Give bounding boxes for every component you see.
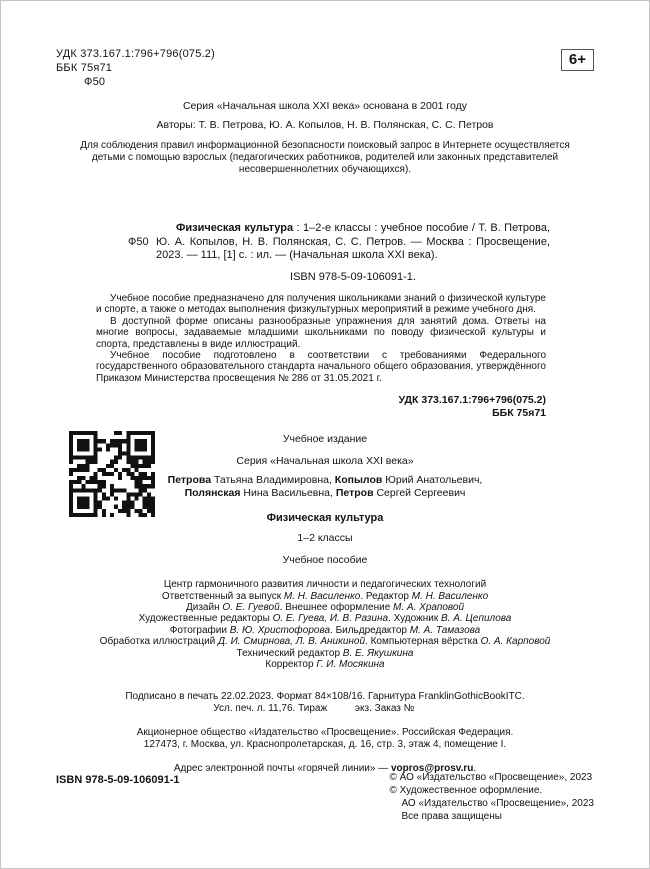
udk-code-right: УДК 373.167.1:796+796(075.2) [398, 394, 546, 407]
annotation-block [96, 293, 546, 384]
copyright-line: © Художественное оформление. [389, 785, 543, 796]
print-info-block [56, 691, 594, 715]
udk-code: УДК 373.167.1:796+796(075.2) [56, 48, 215, 60]
hotline-email-line: Адрес электронной почты «горячей линии» — vopros@prosv.ru. [173, 762, 477, 774]
print-info-line: Усл. печ. л. 11,76. Тираж экз. Заказ № [213, 702, 437, 714]
copyright-block [389, 771, 594, 823]
copyright-line: АО «Издательство «Просвещение», 2023 [401, 798, 594, 809]
publisher-address: 127473, г. Москва, ул. Краснопролетарская, д. 16, стр. 3, этаж 4, помещение I. [143, 738, 507, 750]
credit-line: Технический редактор В. Е. Якушкина [236, 647, 414, 659]
authors-line: Авторы: Т. В. Петрова, Ю. А. Копылов, Н. В. Полянская, С. С. Петров [156, 119, 494, 131]
credits-block [56, 579, 594, 670]
print-info-line: Подписано в печать 22.02.2023. Формат 84×108/16. Гарнитура FranklinGothicBookITC. [125, 690, 525, 702]
annotation-paragraph: Учебное пособие предназначено для получения школьниками знаний о физической культуре и спорте, а также о методах выполнения физкультурных мероприятий в режиме учебного дня. [96, 293, 546, 316]
credit-line: Центр гармоничного развития личности и педагогических технологий [163, 579, 487, 591]
credit-line: Обработка иллюстраций Д. И. Смирнова, Л. В. Аникиной. Компьютерная вёрстка О. А. Карповой [99, 636, 551, 648]
grade-line: 1–2 классы [297, 532, 353, 545]
copyright-line: Все права защищены [401, 811, 502, 822]
credit-line: Дизайн О. Е. Гуевой. Внешнее оформление М. А. Храповой [185, 602, 465, 614]
annotation-paragraph: Учебное пособие подготовлено в соответствии с требованиями Федерального государственного образовательного стандарта начального общего образования, утверждённого Приказом Министерства просвещения № 286 от 31.05.2021 г. [96, 350, 546, 384]
annotation-paragraph: В доступной форме описаны разнообразные упражнения для занятий дома. Ответы на многие вопросы, задаваемые младшими школьниками по поводу физической культуры и спорта, представлены в виде иллюстраций. [96, 315, 546, 350]
series-founded-line: Серия «Начальная школа XXI века» основана в 2001 году [182, 100, 468, 112]
edition-kind: Учебное издание [282, 433, 368, 446]
bbk-code: ББК 75я71 [56, 62, 113, 74]
edition-authors-line: Петрова Татьяна Владимировна, Копылов Юрий Анатольевич, [167, 474, 483, 487]
qr-code [69, 431, 155, 517]
edition-block [56, 433, 594, 773]
age-rating-badge: 6+ [561, 49, 594, 71]
bibliographic-card [128, 222, 550, 284]
bbk-code-right: ББК 75я71 [492, 407, 546, 420]
publisher-line: Акционерное общество «Издательство «Просвещение». Российская Федерация. [136, 726, 514, 738]
bib-isbn: ISBN 978-5-09-106091-1. [290, 270, 416, 283]
bib-description: Физическая культура : 1–2-е классы : учебное пособие / Т. В. Петрова, Ю. А. Копылов, Н. В. Полянская, С. С. Петров. — Москва : Просвещение, 2023. — 111, [1] с. : ил. — (Начальная школа XXI века). [156, 222, 551, 261]
edition-authors-line: Полянская Нина Васильевна, Петров Сергей Сергеевич [184, 487, 466, 500]
classification-codes-right [56, 394, 546, 420]
top-codes-row [56, 47, 594, 89]
author-sign-code: Ф50 [84, 76, 106, 88]
footer-isbn: ISBN 978-5-09-106091-1 [56, 774, 180, 786]
credit-line: Фотографии В. Ю. Христофорова. Бильдредактор М. А. Тамазова [169, 624, 481, 636]
safety-note: Для соблюдения правил информационной безопасности поисковый запрос в Интернете осуществляется детьми с помощью взрослых (педагогических работников, родителей или законных представителей несовершеннолетних обучающихся). [80, 140, 570, 175]
credit-line: Корректор Г. И. Мосякина [265, 659, 385, 671]
copyright-line: © АО «Издательство «Просвещение», 2023 [389, 772, 593, 783]
footer-row [56, 771, 594, 823]
classification-codes [56, 47, 215, 89]
edition-type: Учебное пособие [282, 554, 368, 567]
publisher-block [56, 727, 594, 751]
book-title: Физическая культура [266, 512, 384, 525]
bib-author-sign: Ф50 [128, 235, 149, 248]
credit-line: Ответственный за выпуск М. Н. Василенко. Редактор М. Н. Василенко [161, 590, 489, 602]
credit-line: Художественные редакторы О. Е. Гуева, И. В. Разина. Художник В. А. Цепилова [138, 613, 512, 625]
edition-series: Серия «Начальная школа XXI века» [236, 455, 414, 468]
